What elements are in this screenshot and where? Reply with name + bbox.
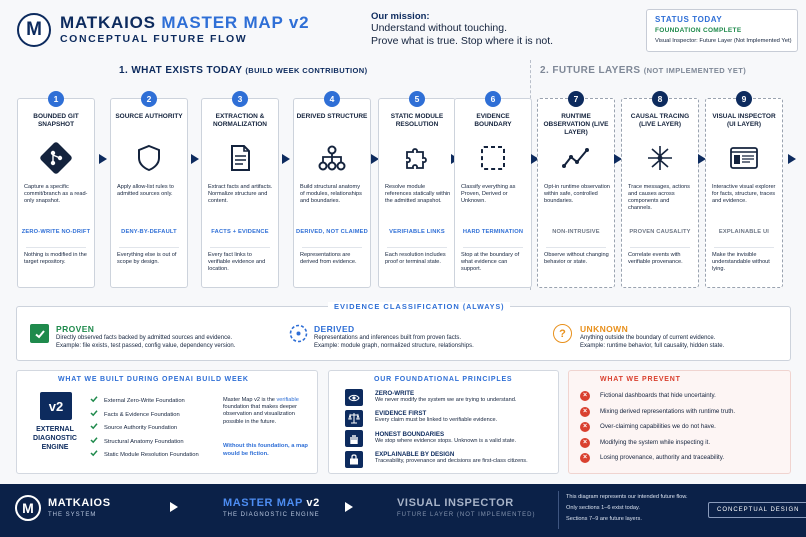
- step-card-3: [201, 94, 279, 288]
- principle-item: EXPLAINABLE BY DESIGN Traceability, provenance and decisions are first-class citizens.: [375, 451, 528, 464]
- step-title: STATIC MODULE RESOLUTION: [390, 113, 444, 128]
- step-note: Every fact links to verifiable evidence and location.: [208, 252, 266, 272]
- prevent-item: × Losing provenance, authority and traceability.: [580, 453, 724, 463]
- step-separator: [546, 247, 606, 248]
- eye-icon: [345, 389, 363, 406]
- step-separator: [26, 247, 86, 248]
- prevent-item: × Mixing derived representations with runtime truth.: [580, 407, 735, 417]
- question-icon: ?: [553, 324, 572, 343]
- checkmark-icon: [30, 324, 49, 343]
- flow-arrow: [191, 154, 199, 164]
- step-card-7: [537, 94, 615, 288]
- lock-icon: [345, 451, 363, 468]
- footer-arrow-1: [170, 502, 178, 512]
- step-description: Apply allow-list rules to admitted sources only.: [117, 184, 174, 197]
- step-title: EXTRACTION & NORMALIZATION: [212, 113, 268, 128]
- dashed-square-icon: [477, 142, 509, 174]
- x-circle-icon: ×: [580, 407, 590, 417]
- trend-line-icon: [560, 142, 592, 174]
- check-icon: [90, 436, 98, 444]
- step-description: Interactive visual explorer for facts, structure, traces and evidence.: [712, 184, 776, 204]
- evidence-proven: PROVEN Directly observed facts backed by admitted sources and evidence. Example: file exists, test passed, config value, dependency version.: [56, 324, 236, 349]
- step-tag: HARD TERMINATION: [462, 229, 524, 235]
- step-separator: [463, 247, 523, 248]
- step-tag: EXPLAINABLE UI: [718, 229, 770, 235]
- scales-icon: [345, 410, 363, 427]
- built-item: External Zero-Write Foundation: [90, 395, 185, 404]
- built-item: Facts & Evidence Foundation: [90, 409, 180, 418]
- built-description: Master Map v2 is the verifiable foundation that makes deeper observation and visualization possible in the future.: [223, 397, 299, 425]
- built-item: Source Authority Foundation: [90, 422, 177, 431]
- step-description: Classify everything as Proven, Derived or Unknown.: [461, 184, 516, 204]
- step-separator: [630, 247, 690, 248]
- step-tag: PROVEN CAUSALITY: [629, 229, 691, 235]
- step-note: Make the invisible understandable without lying.: [712, 252, 770, 272]
- x-circle-icon: ×: [580, 391, 590, 401]
- evidence-unknown: UNKNOWN Anything outside the boundary of current evidence. Example: runtime behavior, full causality, hidden state.: [580, 324, 725, 349]
- step-description: Opt-in runtime observation within safe, controlled boundaries.: [544, 184, 610, 204]
- section-title-today: 1. WHAT EXISTS TODAY (BUILD WEEK CONTRIBUTION): [119, 65, 368, 76]
- step-separator: [119, 247, 179, 248]
- principle-item: ZERO-WRITE We never modify the system we are trying to understand.: [375, 389, 517, 403]
- stop-hand-icon: [345, 430, 363, 447]
- step-number: 5: [409, 91, 425, 107]
- step-tag: ZERO-WRITE NO-DRIFT: [21, 229, 91, 235]
- step-note: Stop at the boundary of what evidence can support.: [461, 252, 520, 272]
- principles-heading: OUR FOUNDATIONAL PRINCIPLES: [374, 376, 513, 383]
- browser-window-icon: [728, 142, 760, 174]
- step-note: Everything else is out of scope by design.: [117, 252, 177, 265]
- step-title: DERIVED STRUCTURE: [296, 113, 368, 120]
- footer-logo: M: [15, 495, 41, 521]
- footer-arrow-2: [345, 502, 353, 512]
- footer-visual-inspector: VISUAL INSPECTOR FUTURE LAYER (NOT IMPLEMENTED): [397, 497, 536, 518]
- step-tag: DERIVED, NOT CLAIMED: [296, 229, 368, 235]
- built-heading: WHAT WE BUILT DURING OPENAI BUILD WEEK: [58, 376, 249, 383]
- status-box: STATUS TODAY FOUNDATION COMPLETE Visual Inspector: Future Layer (Not Implemented Yet): [646, 9, 798, 52]
- step-separator: [210, 247, 270, 248]
- step-number: 7: [568, 91, 584, 107]
- step-card-1: [17, 94, 95, 288]
- v2-badge: v2: [40, 392, 72, 420]
- git-branch-icon: [40, 142, 72, 174]
- principle-item: HONEST BOUNDARIES We stop where evidence stops. Unknown is a valid state.: [375, 430, 517, 444]
- puzzle-icon: [401, 142, 433, 174]
- conceptual-design-button[interactable]: CONCEPTUAL DESIGN: [708, 502, 806, 518]
- footer-brand: MATKAIOS THE SYSTEM: [48, 497, 111, 518]
- prevent-item: × Fictional dashboards that hide uncertainty.: [580, 391, 716, 401]
- check-icon: [90, 422, 98, 430]
- flow-arrow: [282, 154, 290, 164]
- step-title: SOURCE AUTHORITY: [115, 113, 183, 120]
- document-icon: [224, 142, 256, 174]
- check-icon: [90, 395, 98, 403]
- built-callout: Without this foundation, a map would be fiction.: [223, 443, 308, 457]
- step-tag: NON-INTRUSIVE: [552, 229, 600, 235]
- principle-item: EVIDENCE FIRST Every claim must be linked to verifiable evidence.: [375, 410, 498, 423]
- branching-icon: [644, 142, 676, 174]
- step-separator: [714, 247, 774, 248]
- evidence-classification-title: EVIDENCE CLASSIFICATION (ALWAYS): [328, 302, 510, 311]
- step-title: BOUNDED GIT SNAPSHOT: [33, 113, 79, 128]
- step-number: 6: [485, 91, 501, 107]
- step-title: CAUSAL TRACING (LIVE LAYER): [630, 113, 690, 128]
- mission-block: Our mission: Understand without touching. Prove what is true. Stop where it is not.: [371, 11, 554, 47]
- step-title: VISUAL INSPECTOR (UI LAYER): [712, 113, 776, 128]
- built-item: Structural Anatomy Foundation: [90, 436, 184, 445]
- step-tag: VERIFIABLE LINKS: [389, 229, 445, 235]
- step-note: Correlate events with verifiable provenance.: [628, 252, 683, 265]
- check-icon: [90, 409, 98, 417]
- footer-notes: This diagram represents our intended future flow. Only sections 1–6 exist today. Sections 7–9 are future layers.: [566, 494, 688, 522]
- prevent-item: × Over-claiming capabilities we do not have.: [580, 422, 716, 432]
- x-circle-icon: ×: [580, 438, 590, 448]
- built-item: Static Module Resolution Foundation: [90, 449, 199, 458]
- step-note: Representations are derived from evidence.: [300, 252, 357, 265]
- step-number: 4: [324, 91, 340, 107]
- prevent-item: × Modifying the system while inspecting it.: [580, 438, 710, 448]
- step-note: Each resolution includes proof or terminal state.: [385, 252, 446, 265]
- page-subtitle: CONCEPTUAL FUTURE FLOW: [60, 33, 248, 45]
- dashed-circle-icon: [289, 324, 308, 343]
- matkaios-logo: M: [17, 13, 51, 47]
- step-card-5: [378, 94, 456, 288]
- step-number: 2: [141, 91, 157, 107]
- step-note: Nothing is modified in the target repository.: [24, 252, 87, 265]
- step-separator: [302, 247, 362, 248]
- step-number: 9: [736, 91, 752, 107]
- page-title: MATKAIOS MASTER MAP v2: [60, 13, 310, 32]
- step-card-8: [621, 94, 699, 288]
- section-title-future: 2. FUTURE LAYERS (NOT IMPLEMENTED YET): [540, 65, 747, 76]
- step-separator: [387, 247, 447, 248]
- footer-divider: [558, 491, 559, 529]
- step-description: Build structural anatomy of modules, relationships and boundaries.: [300, 184, 362, 204]
- step-description: Resolve module references statically within the admitted snapshot.: [385, 184, 451, 204]
- step-card-4: [293, 94, 371, 288]
- step-card-2: [110, 94, 188, 288]
- step-note: Observe without changing behavior or state.: [544, 252, 609, 265]
- step-description: Capture a specific commit/branch as a read-only snapshot.: [24, 184, 88, 204]
- step-number: 1: [48, 91, 64, 107]
- hierarchy-icon: [316, 142, 348, 174]
- flow-arrow: [99, 154, 107, 164]
- check-icon: [90, 449, 98, 457]
- step-card-9: [705, 94, 783, 288]
- flow-arrow: [788, 154, 796, 164]
- step-title: RUNTIME OBSERVATION (LIVE LAYER): [543, 113, 609, 136]
- shield-icon: [133, 142, 165, 174]
- step-description: Extract facts and artifacts. Normalize structure and content.: [208, 184, 273, 204]
- step-card-6: [454, 94, 532, 288]
- step-tag: FACTS + EVIDENCE: [211, 229, 269, 235]
- prevent-heading: WHAT WE PREVENT: [600, 376, 681, 383]
- step-number: 8: [652, 91, 668, 107]
- x-circle-icon: ×: [580, 453, 590, 463]
- step-description: Trace messages, actions and causes across components and channels.: [628, 184, 690, 211]
- step-title: EVIDENCE BOUNDARY: [474, 113, 512, 128]
- footer-master-map: MASTER MAP v2 THE DIAGNOSTIC ENGINE: [223, 497, 320, 518]
- step-number: 3: [232, 91, 248, 107]
- step-tag: DENY-BY-DEFAULT: [121, 229, 177, 235]
- engine-label: EXTERNAL DIAGNOSTIC ENGINE: [33, 426, 77, 451]
- x-circle-icon: ×: [580, 422, 590, 432]
- evidence-derived: DERIVED Representations and inferences built from proven facts. Example: module graph, normalized structure, relationships.: [314, 324, 474, 349]
